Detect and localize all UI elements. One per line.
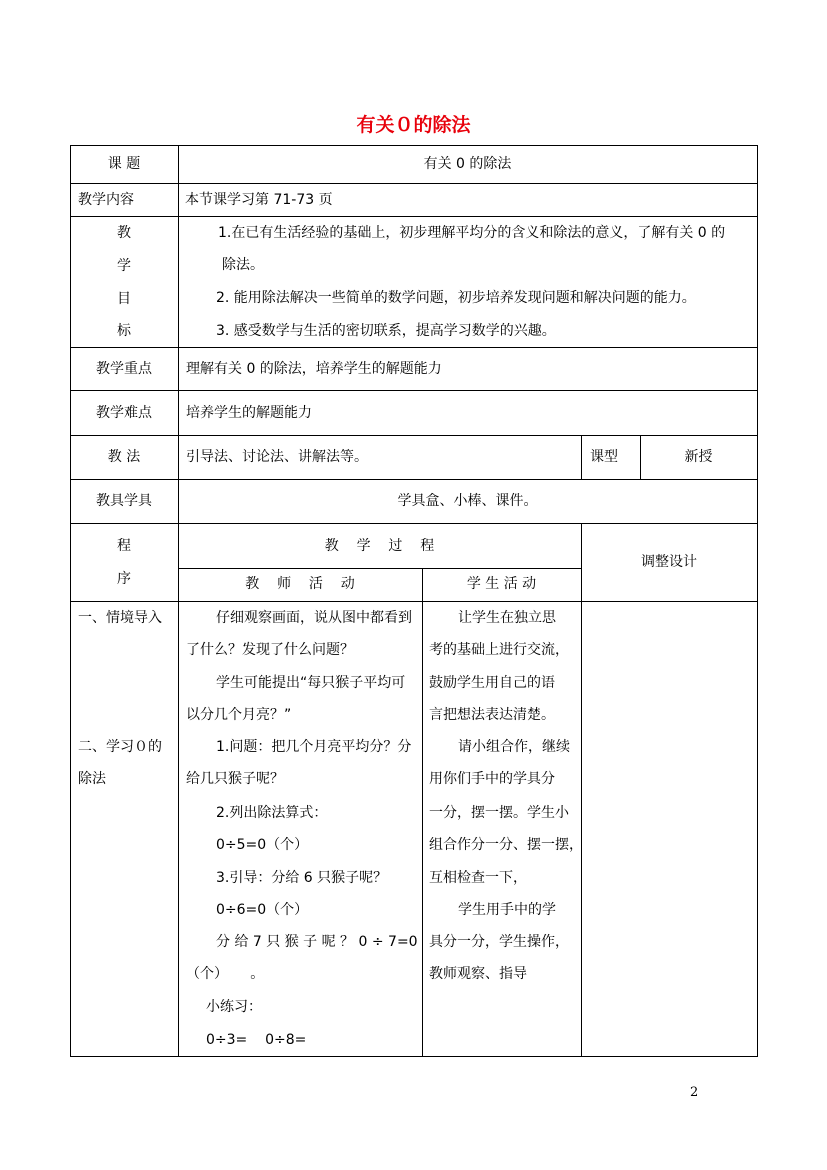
teacher-line: 了什么？发现了什么问题？ (186, 642, 354, 658)
stage-label: 一、情境导入 (78, 610, 162, 626)
table-rule (178, 568, 581, 569)
table-rule (581, 435, 582, 479)
teacher-line: 0÷3= 0÷8= (206, 1032, 307, 1048)
student-line: 一分，摆一摆。学生小 (429, 805, 569, 821)
tools-label: 教具学具 (96, 493, 152, 509)
goals-label-char: 目 (117, 291, 131, 307)
goal-item: 2. 能用除法解决一些简单的数学问题，初步培养发现问题和解决问题的能力。 (216, 290, 696, 306)
student-line: 鼓励学生用自己的语 (429, 675, 555, 691)
method-label: 教 法 (107, 449, 141, 465)
goals-label-char: 标 (117, 323, 131, 339)
process-header: 教 学 过 程 (324, 538, 435, 554)
table-border-bottom (70, 1056, 758, 1057)
teacher-line: 分 给 7 只 猴 子 呢 ？ 0 ÷ 7=0 (216, 934, 418, 950)
goals-label-char: 教 (117, 225, 131, 241)
lesson-type-label: 课型 (590, 449, 618, 465)
table-rule (70, 347, 758, 348)
table-border-left (70, 145, 71, 1057)
table-rule (422, 568, 423, 1057)
student-line: 学生用手中的学 (458, 902, 556, 918)
table-rule (178, 145, 179, 1057)
table-rule (581, 523, 582, 1057)
student-line: 考的基础上进行交流， (429, 642, 569, 658)
goal-item: 3. 感受数学与生活的密切联系，提高学习数学的兴趣。 (216, 323, 556, 339)
student-line: 用你们手中的学具分 (429, 771, 555, 787)
table-rule (70, 601, 758, 602)
teacher-line: 以分几个月亮？” (186, 707, 292, 723)
key-point-value: 理解有关 0 的除法，培养学生的解题能力 (186, 361, 442, 377)
course-label: 课 题 (107, 156, 141, 172)
teacher-line: 给几只猴子呢？ (186, 771, 284, 787)
table-rule (70, 390, 758, 391)
lesson-type-value: 新授 (684, 449, 713, 465)
teacher-line: （个） 。 (186, 966, 265, 982)
table-border-top (70, 145, 758, 146)
teacher-line: 0÷6=0（个） (216, 902, 309, 918)
student-line: 组合作分一分、摆一摆， (429, 837, 583, 853)
goal-item: 1.在已有生活经验的基础上，初步理解平均分的含义和除法的意义，了解有关 0 的 (218, 225, 726, 241)
student-line: 请小组合作，继续 (458, 739, 570, 755)
teacher-line: 2.列出除法算式： (216, 805, 328, 821)
teacher-line: 3.引导：分给 6 只猴子呢？ (216, 870, 388, 886)
table-border-right (757, 145, 758, 1057)
difficulty-label: 教学难点 (96, 405, 152, 421)
stage-label: 二、学习０的 (78, 739, 162, 755)
program-label-char: 序 (117, 571, 131, 587)
teacher-activity-header: 教 师 活 动 (245, 576, 355, 592)
table-rule (70, 523, 758, 524)
course-value: 有关 0 的除法 (423, 156, 512, 172)
difficulty-value: 培养学生的解题能力 (186, 405, 312, 421)
tools-value: 学具盒、小棒、课件。 (397, 493, 538, 509)
student-line: 教师观察、指导 (429, 966, 527, 982)
table-rule (70, 479, 758, 480)
content-label: 教学内容 (78, 192, 134, 208)
program-label-char: 程 (117, 538, 131, 554)
page-number: 2 (690, 1085, 699, 1100)
table-rule (70, 435, 758, 436)
student-line: 让学生在独立思 (458, 610, 556, 626)
adjust-design-header: 调整设计 (641, 554, 697, 570)
content-value: 本节课学习第 71-73 页 (185, 192, 333, 208)
student-line: 互相检查一下， (429, 870, 527, 886)
goals-label-char: 学 (117, 258, 131, 274)
student-activity-header: 学 生 活 动 (466, 576, 537, 592)
page-title: 有关０的除法 (356, 114, 471, 136)
teacher-line: 仔细观察画面，说从图中都看到 (216, 610, 412, 626)
table-rule (70, 183, 758, 184)
key-point-label: 教学重点 (96, 361, 152, 377)
student-line: 言把想法表达清楚。 (429, 707, 555, 723)
goal-item: 除法。 (222, 257, 264, 273)
stage-label: 除法 (78, 771, 106, 787)
teacher-line: 0÷5=0（个） (216, 837, 309, 853)
teacher-line: 1.问题：把几个月亮平均分？分 (216, 739, 412, 755)
teacher-line: 学生可能提出“每只猴子平均可 (216, 675, 406, 691)
method-value: 引导法、讨论法、讲解法等。 (186, 449, 368, 465)
table-rule (70, 216, 758, 217)
teacher-line: 小练习： (206, 999, 262, 1015)
student-line: 具分一分，学生操作， (429, 934, 569, 950)
